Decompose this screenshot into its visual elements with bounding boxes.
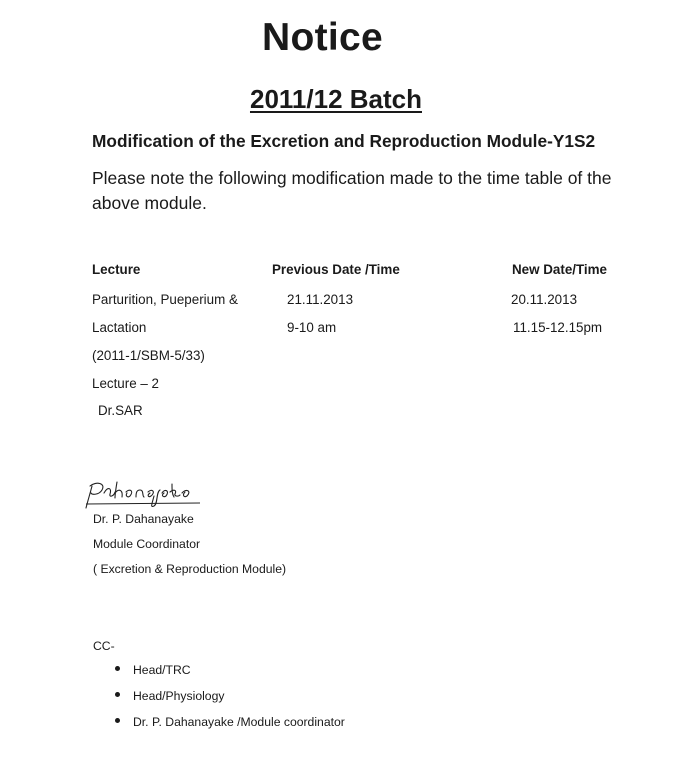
cc-item-module-coordinator [115,715,345,741]
lecture-line-5: Dr.SAR [98,403,143,418]
previous-time: 9-10 am [287,320,337,335]
header-previous-date: Previous Date /Time [272,262,400,277]
cc-item-label: Dr. P. Dahanayake /Module coordinator [133,715,345,729]
lecture-line-1: Parturition, Pueperium & [92,292,238,307]
signatory-department: ( Excretion & Reproduction Module) [93,562,287,576]
header-new-date: New Date/Time [512,262,608,277]
new-date: 20.11.2013 [511,292,578,307]
signatory-role: Module Coordinator [93,537,201,551]
header-lecture: Lecture [92,262,141,277]
previous-date: 21.11.2013 [287,292,354,307]
new-time: 11.15-12.15pm [513,320,603,335]
cc-item-label: Head/Physiology [133,689,225,703]
bullet-icon [115,692,120,697]
module-heading: Modification of the Excretion and Reproduction Module-Y1S2 [92,131,596,151]
signatory-name: Dr. P. Dahanayake [93,512,194,526]
lecture-line-2: Lactation [92,320,147,335]
lecture-line-4: Lecture – 2 [92,376,159,391]
cc-list [115,663,345,741]
lecture-line-3: (2011-1/SBM-5/33) [92,348,205,363]
cc-item-head-trc [115,663,345,689]
bullet-icon [115,718,120,723]
notice-title: Notice [262,16,383,59]
cc-item-head-physiology [115,689,345,715]
intro-paragraph: Please note the following modification made to the time table of the above module. [92,168,612,213]
bullet-icon [115,666,120,671]
batch-heading: 2011/12 Batch [249,84,422,114]
cc-item-label: Head/TRC [133,663,191,677]
cc-label: CC- [93,639,115,653]
